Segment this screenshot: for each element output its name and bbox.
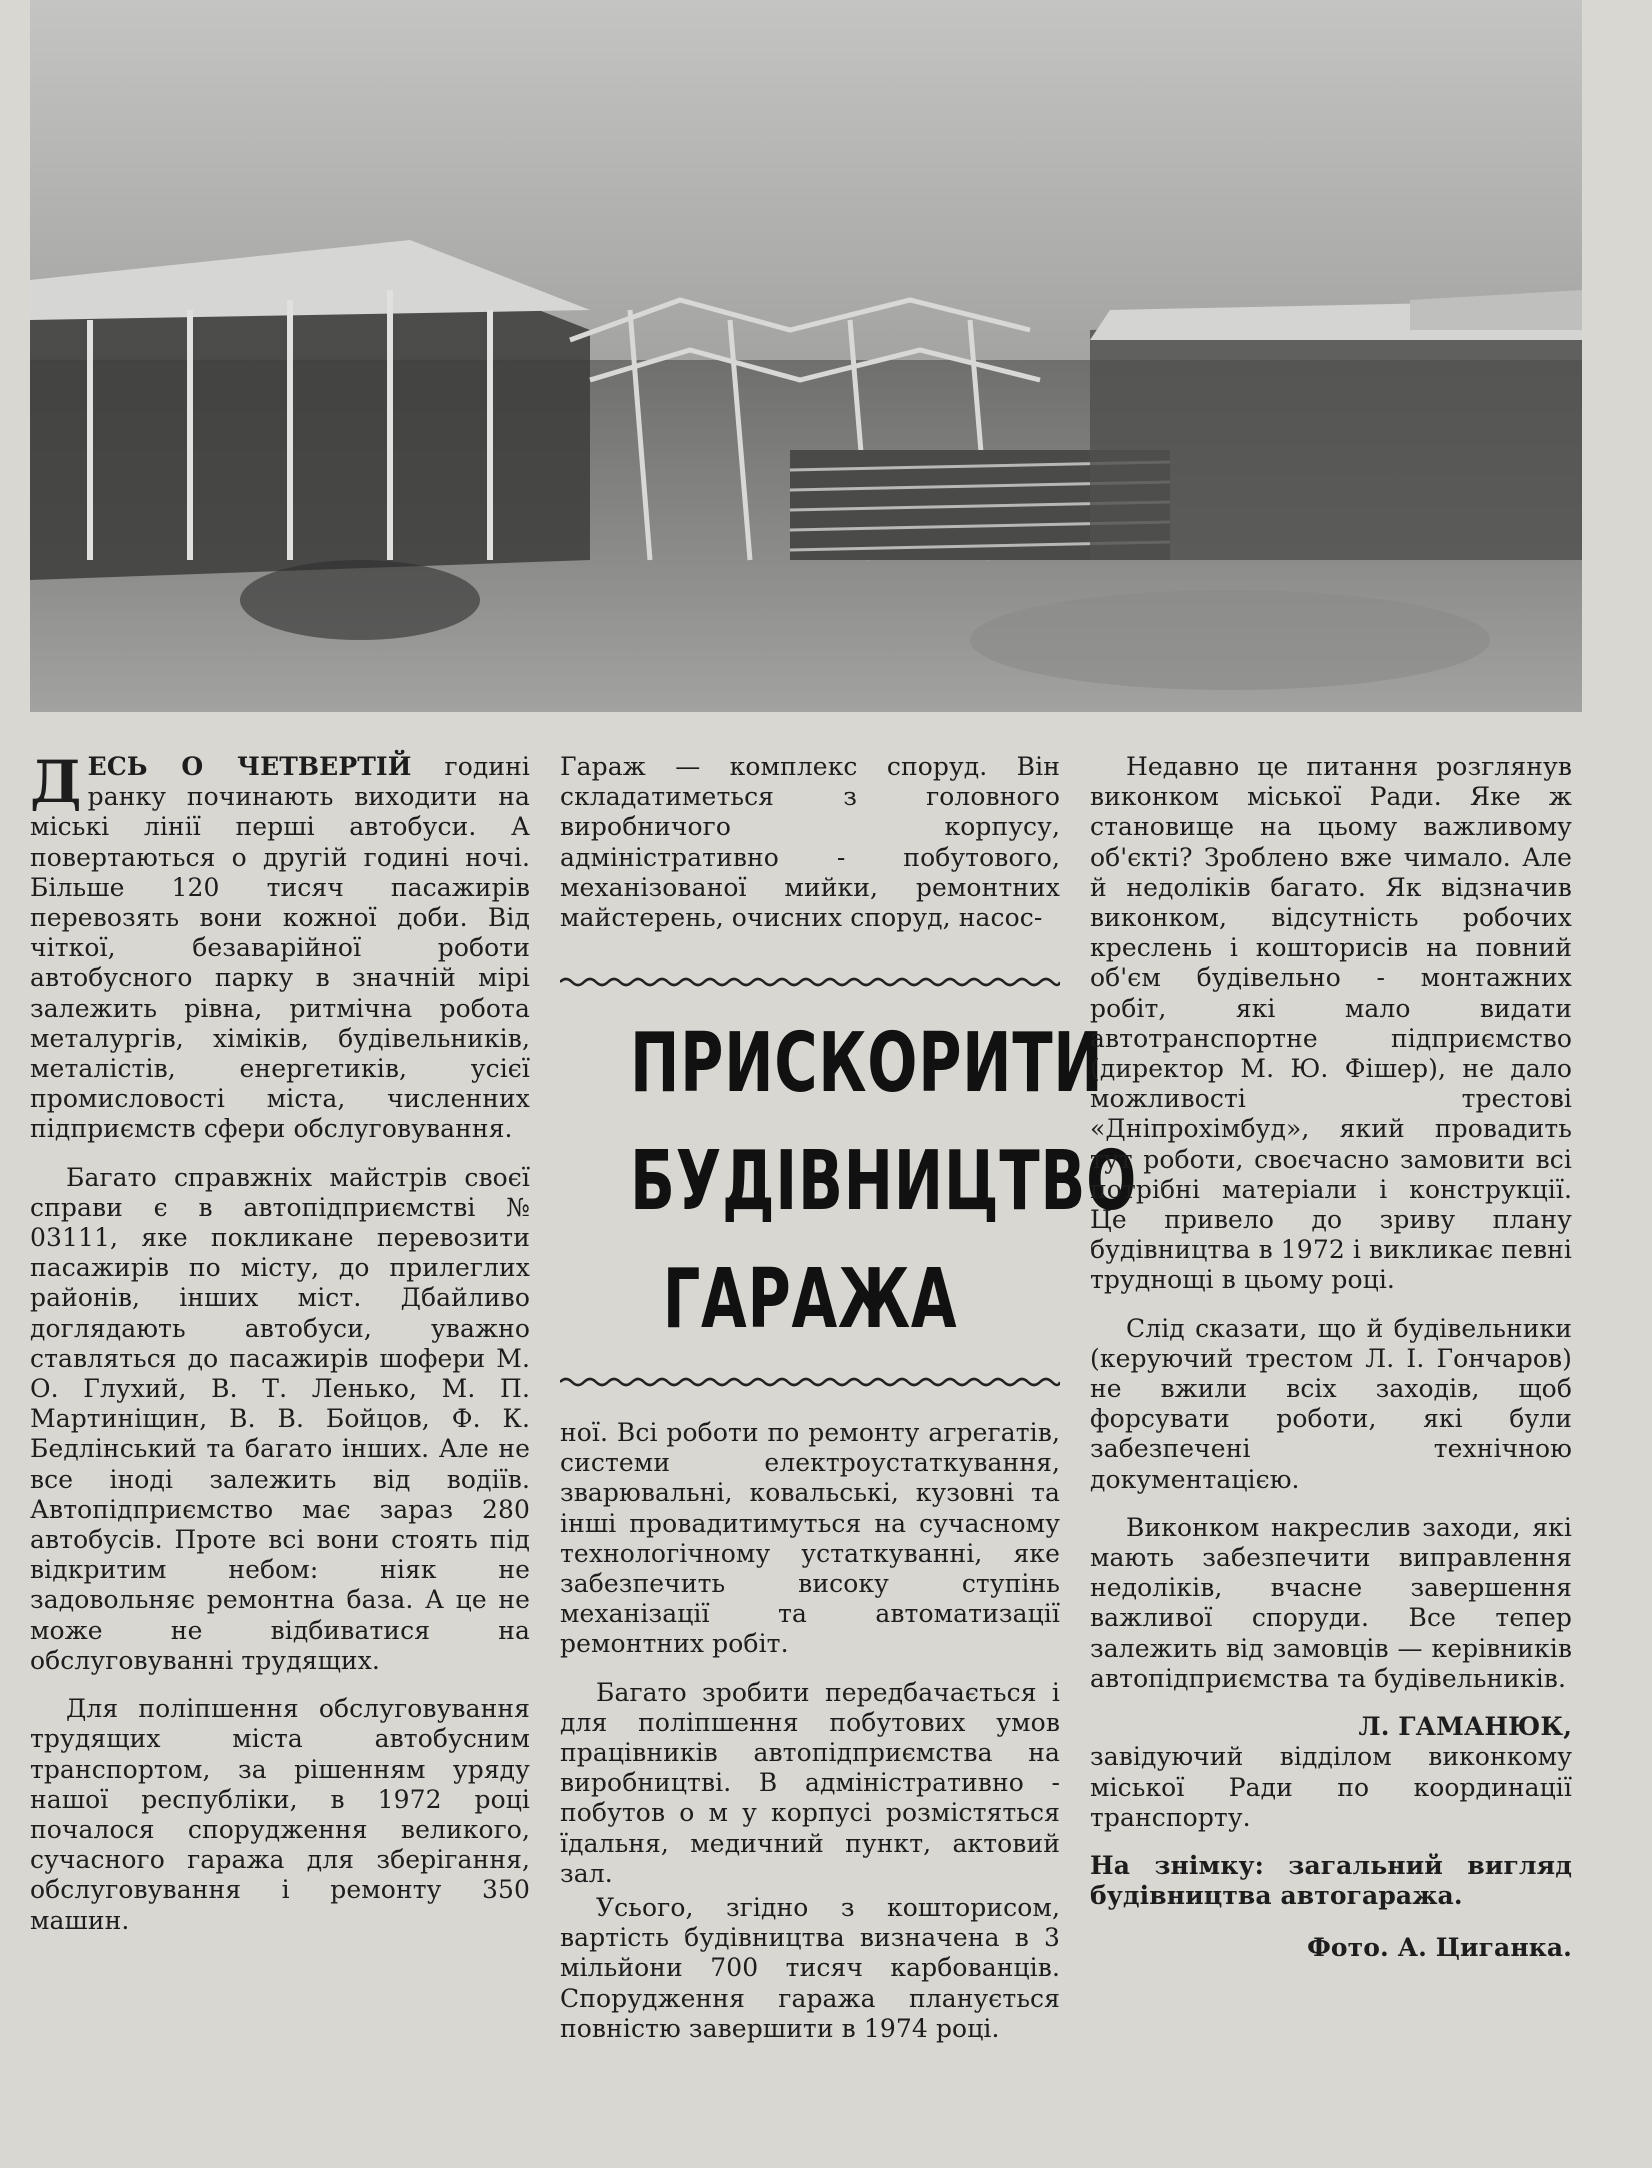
article-column-2-top <box>560 752 1060 951</box>
wavy-rule-icon <box>560 975 1060 989</box>
headline <box>630 1005 1138 1359</box>
author-name: Л. ГАМАНЮК, <box>1358 1712 1572 1742</box>
article-column-1 <box>30 748 530 1954</box>
drop-cap: Д <box>30 748 82 816</box>
paragraph: ної. Всі роботи по ремонту агрегатів, системи електроустаткування, зварювальні, ковальські, кузовні та інші провадитимуться на сучасному технологічному устаткуванні, яке забезпечить високу ступінь механізації та автоматизації ремонтних робіт. <box>560 1418 1060 1659</box>
article-column-2-bottom <box>560 1418 1060 2062</box>
headline-line: БУДІВНИЦТВО <box>630 1134 1138 1229</box>
paragraph: Слід сказати, що й будівельники (керуючий трестом Л. І. Гончаров) не вжили всіх заходів, щоб форсувати роботи, які були забезпечені технічною документацією. <box>1090 1313 1572 1494</box>
headline-block <box>560 975 1138 1395</box>
paragraph: Багато зробити передбачається і для поліпшення побутових умов працівників автопідприємства на виробництві. В адміністративно - побутов о м у корпусі розмістяться їдальня, медичний пункт, актовий зал. <box>560 1677 1060 1888</box>
photo-credit: Фото. А. Циганка. <box>1307 1933 1572 1963</box>
headline-line: ГАРАЖА <box>662 1252 958 1347</box>
paragraph: Для поліпшення обслуговування трудящих міста автобусним транспортом, за рішенням уряду нашої республіки, в 1972 році почалося спорудження великого, сучасного гаража для зберігання, обслуговування і ремонту 350 машин. <box>30 1694 530 1935</box>
paragraph <box>30 748 530 1145</box>
lead-words: ЕСЬ О ЧЕТВЕРТІЙ <box>87 752 412 781</box>
photo-caption: На знімку: загальний вигляд будівництва автогаража. <box>1090 1850 1572 1911</box>
paragraph: Гараж — комплекс споруд. Він складатиметься з головного виробничого корпусу, адміністративно - побутового, механізованої мийки, ремонтних майстерень, очисних споруд, насос- <box>560 752 1060 933</box>
construction-photo-icon <box>30 0 1582 712</box>
paragraph: Усього, згідно з кошторисом, вартість будівництва визначена в 3 мільйони 700 тисяч карбованців. Спорудження гаража планується повністю завершити в 1974 році. <box>560 1893 1060 2043</box>
author-role: завідуючий відділом виконкому міської Ради по координації транспорту. <box>1090 1742 1572 1832</box>
paragraph: Недавно це питання розглянув виконком міської Ради. Яке ж становище на цьому важливому об'єкті? Зроблено вже чимало. Але й недоліків багато. Як відзначив виконком, відсутність робочих креслень і кошторисів на повний об'єм будівельно - монтажних робіт, які мало видати автотранспортне підприємство (директор М. Ю. Фішер), не дало можливості трестові «Дніпрохімбуд», який провадить тут роботи, своєчасно замовити всі потрібні матеріали і конструкції. Це привело до зриву плану будівництва в 1972 і викликає певні труднощі в цьому році. <box>1090 752 1572 1295</box>
paragraph: Виконком накреслив заходи, які мають забезпечити виправлення недоліків, вчасне завершення важливої споруди. Все тепер залежить від замовців — керівників автопідприємства та будівельників. <box>1090 1512 1572 1693</box>
paragraph: Багато справжніх майстрів своєї справи є в автопідприємстві № 03111, яке покликане перевозити пасажирів по місту, до прилеглих районів, інших міст. Дбайливо доглядають автобуси, уважно ставляться до пасажирів шофери М. О. Глухий, В. Т. Ленько, М. П. Мартиніщин, В. В. Бойцов, Ф. К. Бедлінський та багато інших. Але не все іноді залежить від водіїв. Автопідприємство має зараз 280 автобусів. Проте всі вони стоять під відкритим небом: ніяк не задовольняє ремонтна база. А це не може не відбиватися на обслуговуванні трудящих. <box>30 1162 530 1675</box>
lead-text: годині ранку починають виходити на міські лінії перші автобуси. А повертаються о другій годині ночі. Більше 120 тисяч пасажирів перевозять вони кожної доби. Від чіткої, безаварійної роботи автобусного парку в значній мірі залежить рівна, ритмічна робота металургів, хіміків, будівельників, металістів, енергетиків, усієї промисловості міста, численних підприємств сфери обслуговування. <box>30 752 530 1144</box>
article-column-3 <box>1090 752 1572 1982</box>
construction-photo <box>30 0 1582 712</box>
headline-line: ПРИСКОРИТИ <box>630 1016 1104 1111</box>
wavy-rule-icon <box>560 1375 1060 1389</box>
